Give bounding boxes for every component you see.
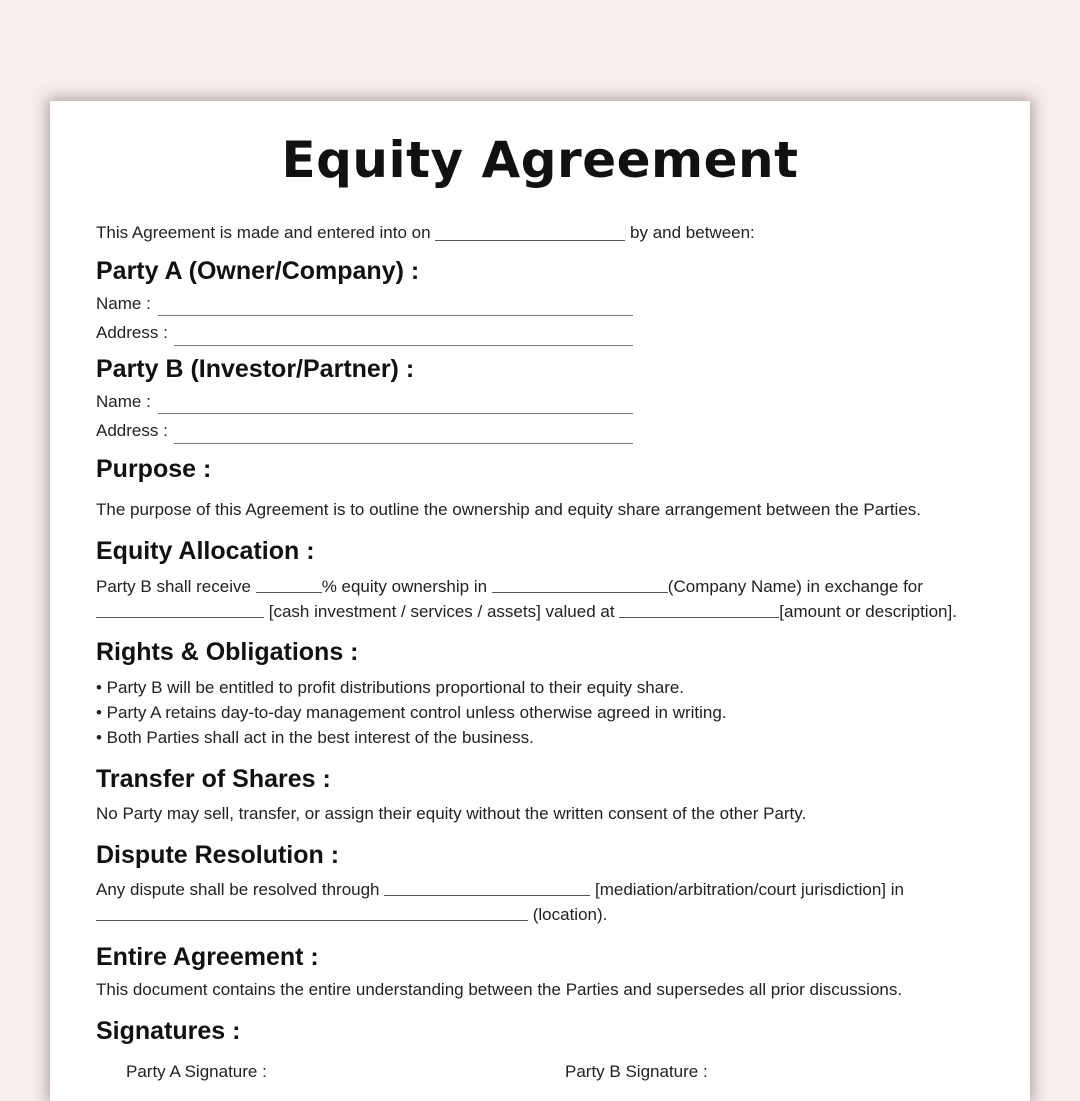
party-a-address-label: Address : <box>96 323 168 342</box>
dispute-text-location: (location). <box>532 905 608 924</box>
rights-heading: Rights & Obligations : <box>96 638 359 666</box>
dispute-heading: Dispute Resolution : <box>96 841 340 869</box>
rights-item: • Both Parties shall act in the best interest of the business. <box>96 728 534 747</box>
signatures-heading: Signatures : <box>96 1017 241 1045</box>
equity-line-1 <box>96 577 923 597</box>
purpose-text: The purpose of this Agreement is to outline the ownership and equity share arrangement between the Parties. <box>96 500 921 519</box>
equity-text-ownership: % equity ownership in <box>321 577 488 596</box>
party-a-heading: Party A (Owner/Company) : <box>96 257 420 285</box>
equity-heading: Equity Allocation : <box>96 537 315 565</box>
party-b-address-label: Address : <box>96 421 168 440</box>
equity-percent-field[interactable] <box>256 592 322 593</box>
party-a-name-label: Name : <box>96 294 151 313</box>
party-b-address-field[interactable] <box>174 443 633 444</box>
company-name-field[interactable] <box>492 592 668 593</box>
amount-field[interactable] <box>619 617 779 618</box>
party-b-signature-label: Party B Signature : <box>565 1062 708 1081</box>
party-a-signature-label: Party A Signature : <box>126 1062 267 1081</box>
purpose-heading: Purpose : <box>96 455 212 483</box>
party-b-heading: Party B (Investor/Partner) : <box>96 355 415 383</box>
intro-line <box>96 223 755 243</box>
entire-heading: Entire Agreement : <box>96 943 319 971</box>
dispute-location-field[interactable] <box>96 920 528 921</box>
equity-text-company: (Company Name) in exchange for <box>667 577 923 596</box>
transfer-heading: Transfer of Shares : <box>96 765 331 793</box>
equity-text-receive: Party B shall receive <box>96 577 251 596</box>
document-title: Equity Agreement <box>281 131 799 189</box>
rights-item: • Party B will be entitled to profit distributions proportional to their equity share. <box>96 678 685 697</box>
dispute-method-field[interactable] <box>384 895 590 896</box>
intro-text-after: by and between: <box>630 223 755 242</box>
dispute-line-1 <box>96 880 904 900</box>
equity-text-amount: [amount or description]. <box>779 602 957 621</box>
party-a-address-field[interactable] <box>174 345 633 346</box>
party-b-name-field[interactable] <box>158 413 633 414</box>
rights-item: • Party A retains day-to-day management control unless otherwise agreed in writing. <box>96 703 727 722</box>
dispute-line-2 <box>96 905 607 925</box>
party-a-name-field[interactable] <box>158 315 633 316</box>
consideration-field[interactable] <box>96 617 264 618</box>
document-page <box>50 101 1030 1101</box>
transfer-text: No Party may sell, transfer, or assign their equity without the written consent of the other Party. <box>96 804 807 823</box>
date-field[interactable] <box>435 223 625 241</box>
dispute-text-method: [mediation/arbitration/court jurisdiction] in <box>594 880 904 899</box>
equity-line-2 <box>96 602 957 622</box>
dispute-text-through: Any dispute shall be resolved through <box>96 880 380 899</box>
entire-text: This document contains the entire understanding between the Parties and supersedes all prior discussions. <box>96 980 903 999</box>
equity-text-valued: [cash investment / services / assets] valued at <box>268 602 615 621</box>
intro-text-before: This Agreement is made and entered into on <box>96 223 431 242</box>
party-b-name-label: Name : <box>96 392 151 411</box>
